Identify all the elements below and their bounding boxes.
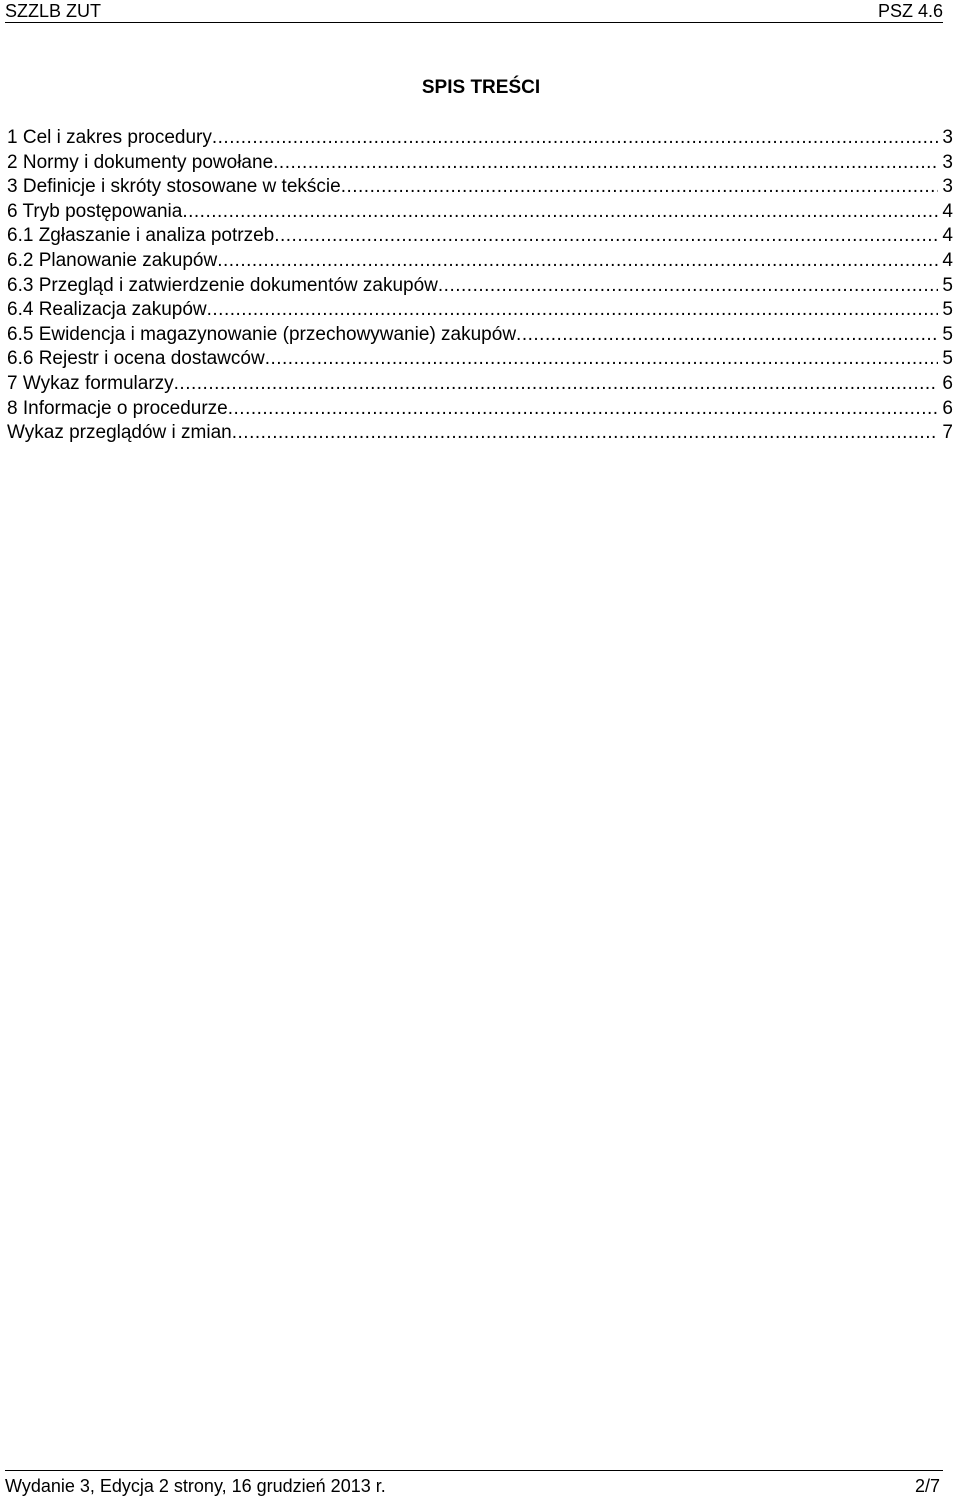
toc-dot-leader [207,298,939,323]
page-footer [5,1470,943,1499]
toc-dot-leader [174,372,939,397]
page-header [5,0,943,23]
toc-entry-6-5[interactable] [7,323,953,348]
toc-entry-label: 6.4 Realizacja zakupów [7,299,207,321]
toc-entry-6-2[interactable] [7,249,953,274]
toc-dot-leader [438,274,939,299]
toc-dot-leader [212,126,939,151]
toc-entry-label: 6.1 Zgłaszanie i analiza potrzeb [7,225,275,247]
toc-entry-6-tryb[interactable] [7,200,953,225]
toc-entry-7-wykaz[interactable] [7,372,953,397]
toc-entry-8-informacje[interactable] [7,397,953,422]
toc-dot-leader [182,200,938,225]
toc-entry-page: 7 [942,422,953,444]
toc-entry-page: 3 [942,151,953,173]
toc-entry-page: 5 [942,299,953,321]
toc-entry-label: 6.3 Przegląd i zatwierdzenie dokumentów zakupów [7,274,438,296]
toc-entry-6-1[interactable] [7,224,953,249]
toc-entry-page: 4 [942,200,953,222]
header-document-code: PSZ 4.6 [877,1,943,21]
toc-entry-label: 1 Cel i zakres procedury [7,127,212,148]
toc-dot-leader [232,421,939,446]
toc-entry-wykaz-przegladow[interactable] [7,421,953,446]
toc-entry-6-3[interactable] [7,274,953,299]
toc-dot-leader [228,397,939,422]
toc-entry-2-normy[interactable] [7,151,953,176]
toc-dot-leader [341,175,939,200]
toc-entry-page: 3 [942,127,953,148]
toc-entry-label: 7 Wykaz formularzy [7,372,174,394]
footer-page-number: 2/7 [914,1476,940,1496]
toc-entry-page: 5 [942,348,953,370]
toc-title [0,76,960,100]
toc-dot-leader [265,347,939,372]
header-organization: SZZLB ZUT [5,1,102,21]
toc-dot-leader [274,224,938,249]
toc-entry-label: 6.2 Planowanie zakupów [7,249,218,271]
toc-dot-leader [516,323,938,348]
toc-entry-page: 3 [942,176,953,198]
toc-title-text: SPIS TREŚCI [421,77,541,98]
toc-entry-page: 6 [942,372,953,394]
toc-entry-6-6[interactable] [7,347,953,372]
toc-entry-page: 5 [942,274,953,296]
toc-entry-label: 2 Normy i dokumenty powołane [7,151,274,173]
toc-entry-3-definicje[interactable] [7,175,953,200]
toc-entry-page: 5 [942,323,953,345]
toc-entry-page: 4 [942,225,953,247]
toc-dot-leader [273,151,938,176]
table-of-contents [7,126,953,446]
toc-entry-label: Wykaz przeglądów i zmian [7,422,232,444]
toc-entry-label: 6 Tryb postępowania [7,200,183,222]
toc-entry-label: 8 Informacje o procedurze [7,397,228,419]
toc-entry-page: 4 [942,249,953,271]
footer-edition: Wydanie 3, Edycja 2 strony, 16 grudzień 2013 r. [5,1476,386,1496]
toc-entry-1-cel[interactable] [7,126,953,151]
toc-entry-page: 6 [942,397,953,419]
toc-dot-leader [217,249,938,274]
toc-entry-label: 6.5 Ewidencja i magazynowanie (przechowywanie) zakupów [7,323,517,345]
toc-entry-6-4[interactable] [7,298,953,323]
toc-entry-label: 3 Definicje i skróty stosowane w tekście [7,176,341,198]
toc-entry-label: 6.6 Rejestr i ocena dostawców [7,348,265,370]
